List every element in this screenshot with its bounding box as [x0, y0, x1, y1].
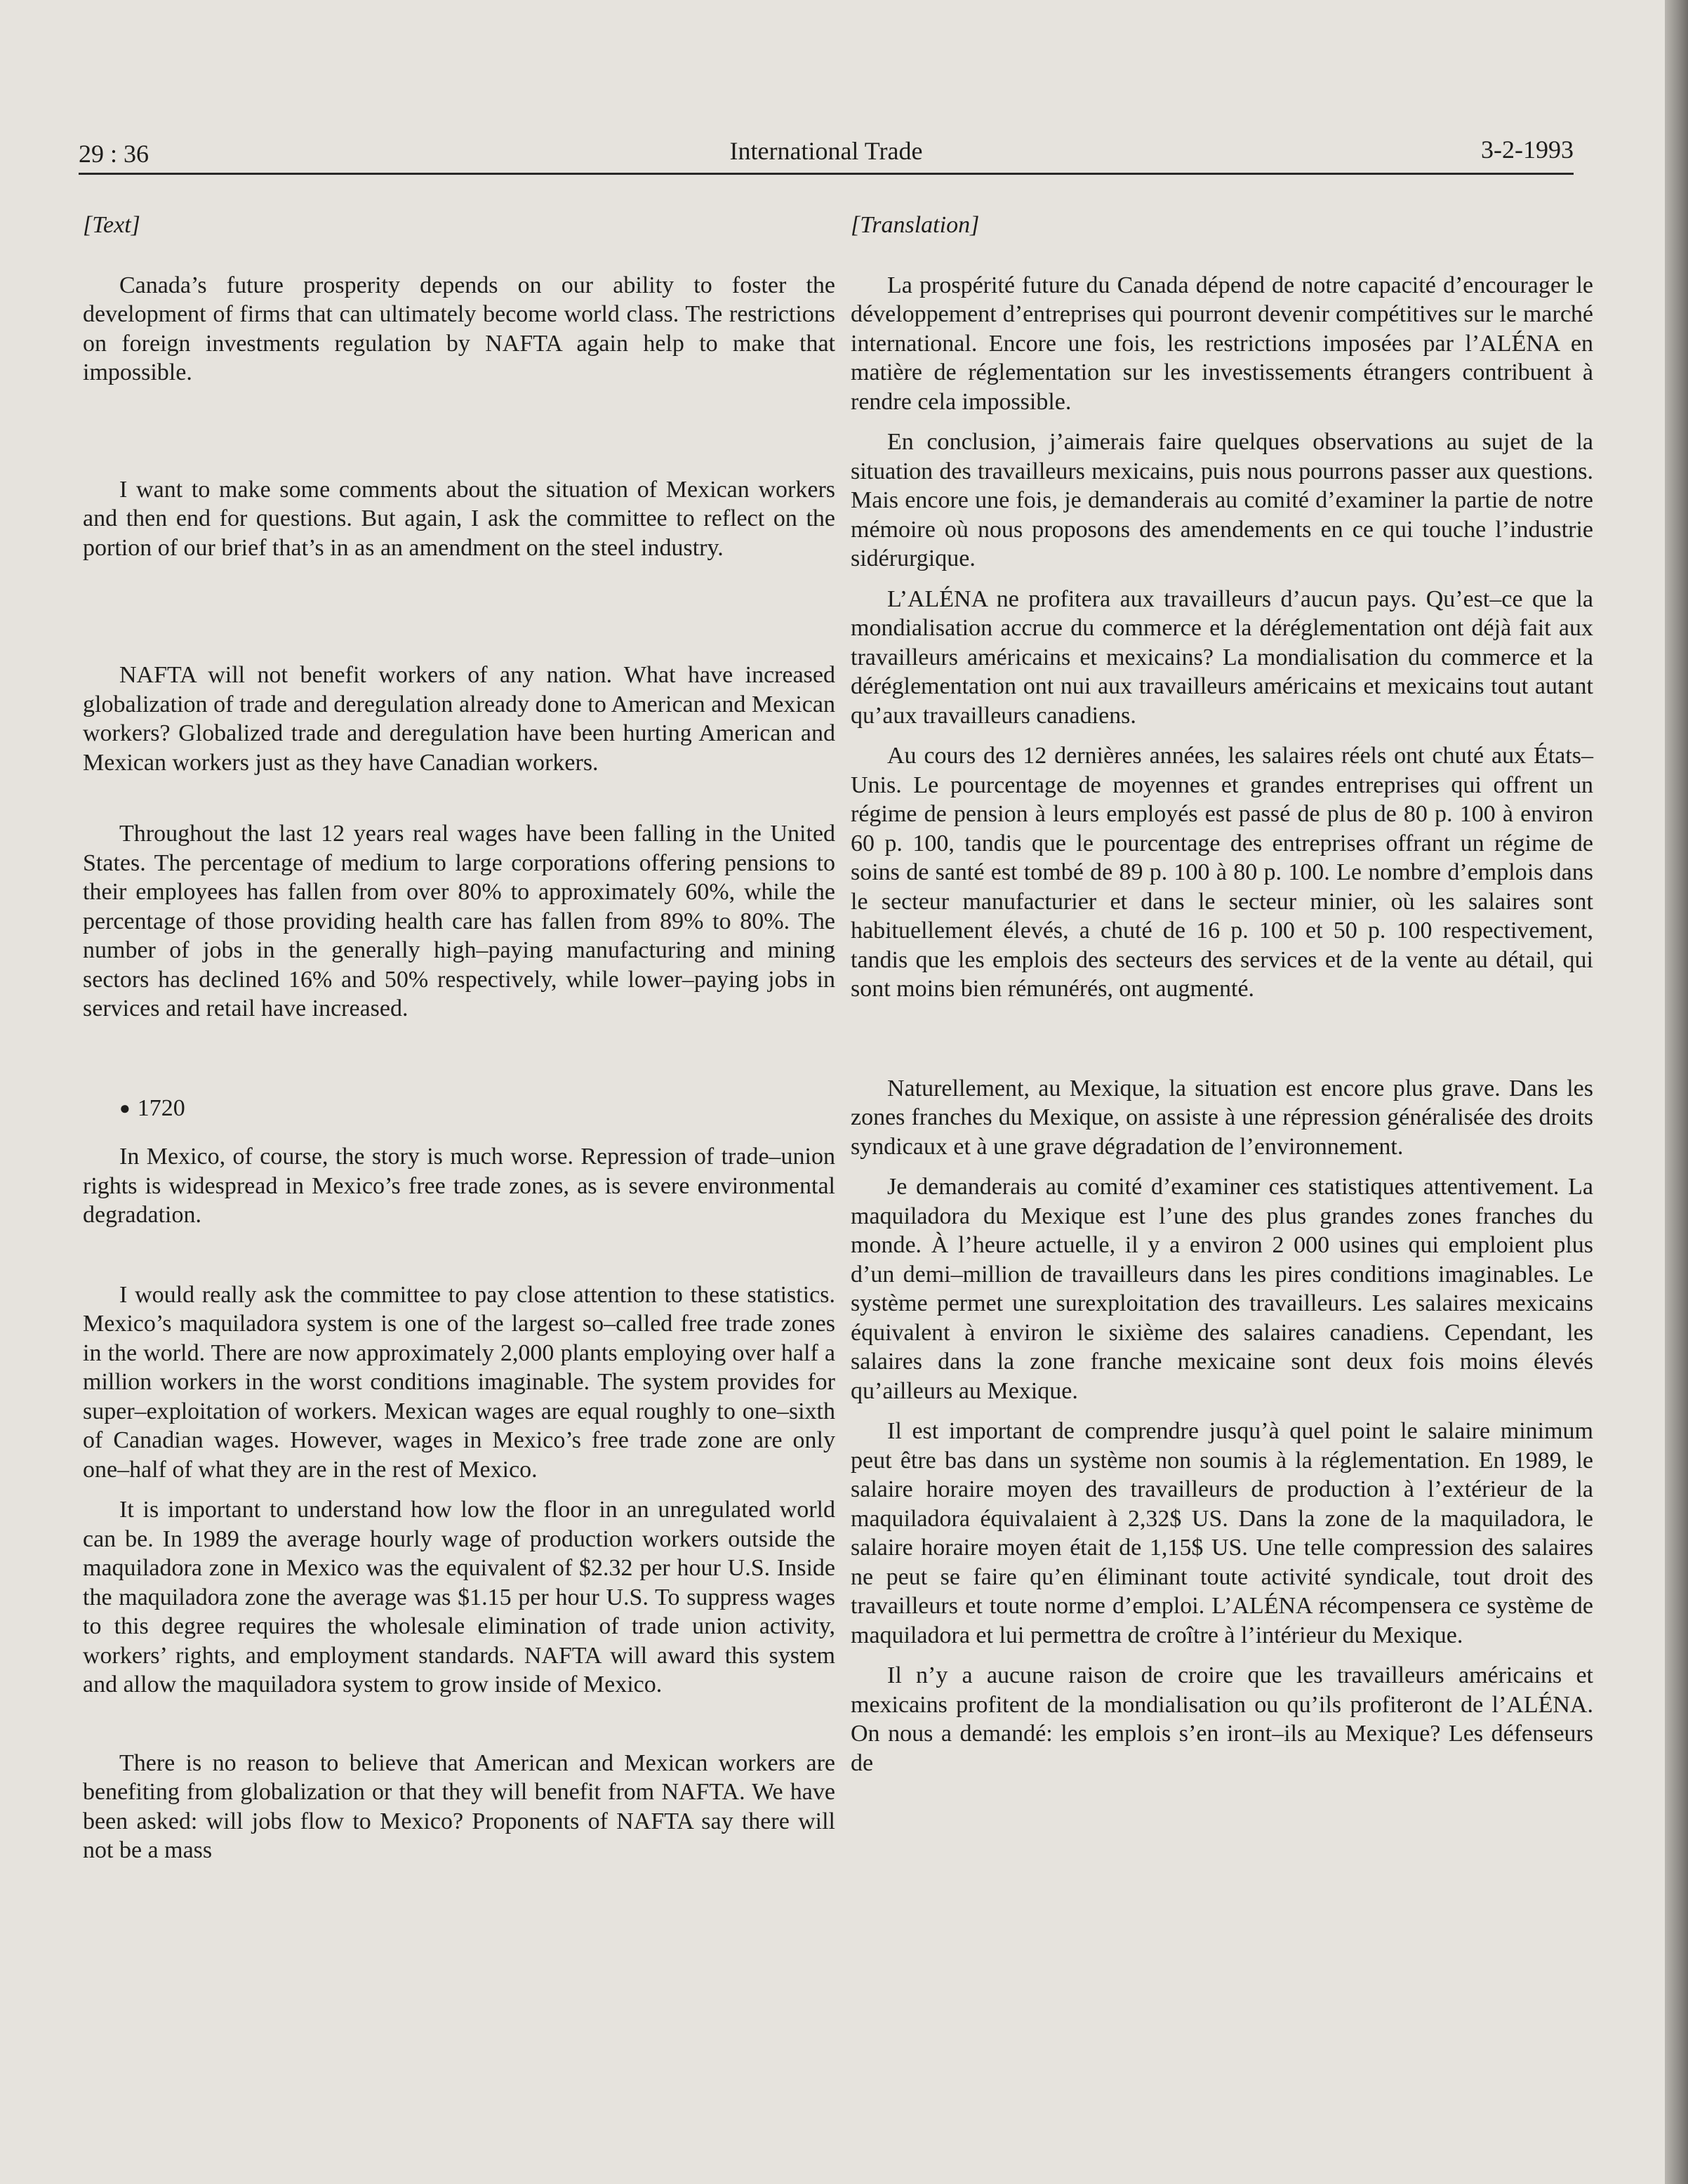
- paragraph: There is no reason to believe that American and Mexican workers are benefiting from globalization or that they will benefit from NAFTA. We have been asked: will jobs flow to Mexico? Proponents of NAFTA say there will not be a mass: [83, 1749, 835, 1863]
- paragraph: Je demanderais au comité d’examiner ces statistiques attentivement. La maquiladora du Mexique est l’une des plus grandes zones franches du monde. À l’heure actuelle, il y a environ 2 000 usines qui emploient plus d’un demi–million de travailleurs dans les pires conditions imaginables. Le système permet une surexploitation des travailleurs. Les salaires mexicains équivalent à environ le sixième des salaires canadiens. Cependant, les salaires dans la zone franche mexicaine sont deux fois moins élevés qu’ailleurs au Mexique.: [851, 1174, 1593, 1404]
- paragraph: NAFTA will not benefit workers of any nation. What have increased globalization of trade and deregulation already done to American and Mexican workers? Globalized trade and deregulation have been hurting American and Mexican workers just as they have Canadian workers.: [83, 662, 835, 776]
- english-column: [83, 211, 835, 1865]
- paragraph: Au cours des 12 dernières années, les salaires réels ont chuté aux États–Unis. Le pourcentage de moyennes et grandes entreprises qui offrent un régime de pension à leurs employés est passé de plus de 80 p. 100 à environ 60 p. 100, tandis que le pourcentage des entreprises offrant un régime de soins de santé est tombé de 89 p. 100 à 80 p. 100. Le nombre d’emplois dans le secteur manufacturier et dans le secteur minier, où les salaires sont habituellement élevés, a chuté de 16 p. 100 et 50 p. 100 respectivement, tandis que les emplois des secteurs des services et de la vente au détail, qui sont moins bien rémunérés, ont augmenté.: [851, 743, 1593, 1002]
- header-date: 3-2-1993: [1481, 135, 1574, 164]
- paragraph: Throughout the last 12 years real wages have been falling in the United States. The percentage of medium to large corporations offering pensions to their employees has fallen from over 80% to approximately 60%, while the percentage of those providing health care has fallen from 89% to 80%. The number of jobs in the generally high–paying manufacturing and mining sectors has declined 16% and 50% respectively, while lower–paying jobs in services and retail have increased.: [83, 821, 835, 1021]
- paragraph: I want to make some comments about the situation of Mexican workers and then end for questions. But again, I ask the committee to reflect on the portion of our brief that’s in as an amendment on the steel industry.: [83, 476, 835, 561]
- page-number: 29 : 36: [79, 140, 149, 168]
- paragraph: La prospérité future du Canada dépend de notre capacité d’encourager le développement d’entreprises qui pourront devenir compétitives sur le marché international. Encore une fois, les restrictions imposées par l’ALÉNA en matière de réglementation sur les investissements étrangers contribuent à rendre cela impossible.: [851, 272, 1593, 415]
- bullet-icon: ●: [119, 1097, 131, 1118]
- time-marker: [83, 1094, 835, 1123]
- paragraph: I would really ask the committee to pay close attention to these statistics. Mexico’s maquiladora system is one of the largest so–called free trade zones in the world. There are now approximately 2,000 plants employing over half a million workers in the worst conditions imaginable. The system provides for super–exploitation of workers. Mexican wages are equal roughly to one–sixth of Canadian wages. However, wages in Mexico’s free trade zone are only one–half of what they are in the rest of Mexico.: [83, 1281, 835, 1483]
- paragraph: Canada’s future prosperity depends on our ability to foster the development of firms that can ultimately become world class. The restrictions on foreign investments regulation by NAFTA again help to make that impossible.: [83, 272, 835, 385]
- time-marker-value: 1720: [137, 1094, 185, 1121]
- binding-gutter: [1665, 0, 1688, 2184]
- french-column: [851, 211, 1593, 1778]
- paragraph: It is important to understand how low the floor in an unregulated world can be. In 1989 the average hourly wage of production workers outside the maquiladora zone in Mexico was the equivalent of $2.32 per hour U.S. Inside the maquiladora zone the average was $1.15 per hour U.S. To suppress wages to this degree requires the wholesale elimination of trade union activity, workers’ rights, and employment standards. NAFTA will award this system and allow the maquiladora system to grow inside of Mexico.: [83, 1497, 835, 1697]
- paragraph: En conclusion, j’aimerais faire quelques observations au sujet de la situation des travailleurs mexicains, puis nous pourrons passer aux questions. Mais encore une fois, je demanderais au comité d’examiner la partie de notre mémoire où nous proposons des amendements en ce qui touche l’industrie sidérurgique.: [851, 429, 1593, 571]
- translation-label: [Translation]: [851, 212, 980, 238]
- text-label: [Text]: [83, 212, 140, 238]
- paragraph: Il n’y a aucune raison de croire que les travailleurs américains et mexicains profitent de la mondialisation ou qu’ils profiteront de l’ALÉNA. On nous a demandé: les emplois s’en iront–ils au Mexique? Les défenseurs de: [851, 1662, 1593, 1776]
- paragraph: In Mexico, of course, the story is much worse. Repression of trade–union rights is widespread in Mexico’s free trade zones, as is severe environmental degradation.: [83, 1144, 835, 1228]
- paragraph: Naturellement, au Mexique, la situation est encore plus grave. Dans les zones franches du Mexique, on assiste à une répression généralisée des droits syndicaux et à une grave dégradation de l’environnement.: [851, 1075, 1593, 1160]
- header-title: International Trade: [729, 137, 923, 165]
- running-header: [79, 133, 1574, 175]
- paragraph: Il est important de comprendre jusqu’à quel point le salaire minimum peut être bas dans un système non soumis à la réglementation. En 1989, le salaire horaire moyen des travailleurs de production à l’extérieur de la maquiladora équivalaient à 2,32$ US. Dans la zone de la maquiladora, le salaire horaire moyen était de 1,15$ US. Une telle compression des salaires ne peut se faire qu’en éliminant toute activité syndicale, tout droit des travailleurs et toute norme d’emploi. L’ALÉNA récompensera ce système de maquiladora et lui permettra de croître à l’intérieur du Mexique.: [851, 1418, 1593, 1648]
- paragraph: L’ALÉNA ne profitera aux travailleurs d’aucun pays. Qu’est–ce que la mondialisation accrue du commerce et la déréglementation ont déjà fait aux travailleurs américains et mexicains? La mondialisation du commerce et la déréglementation ont nui aux travailleurs américains et mexicains tout autant qu’aux travailleurs canadiens.: [851, 585, 1593, 729]
